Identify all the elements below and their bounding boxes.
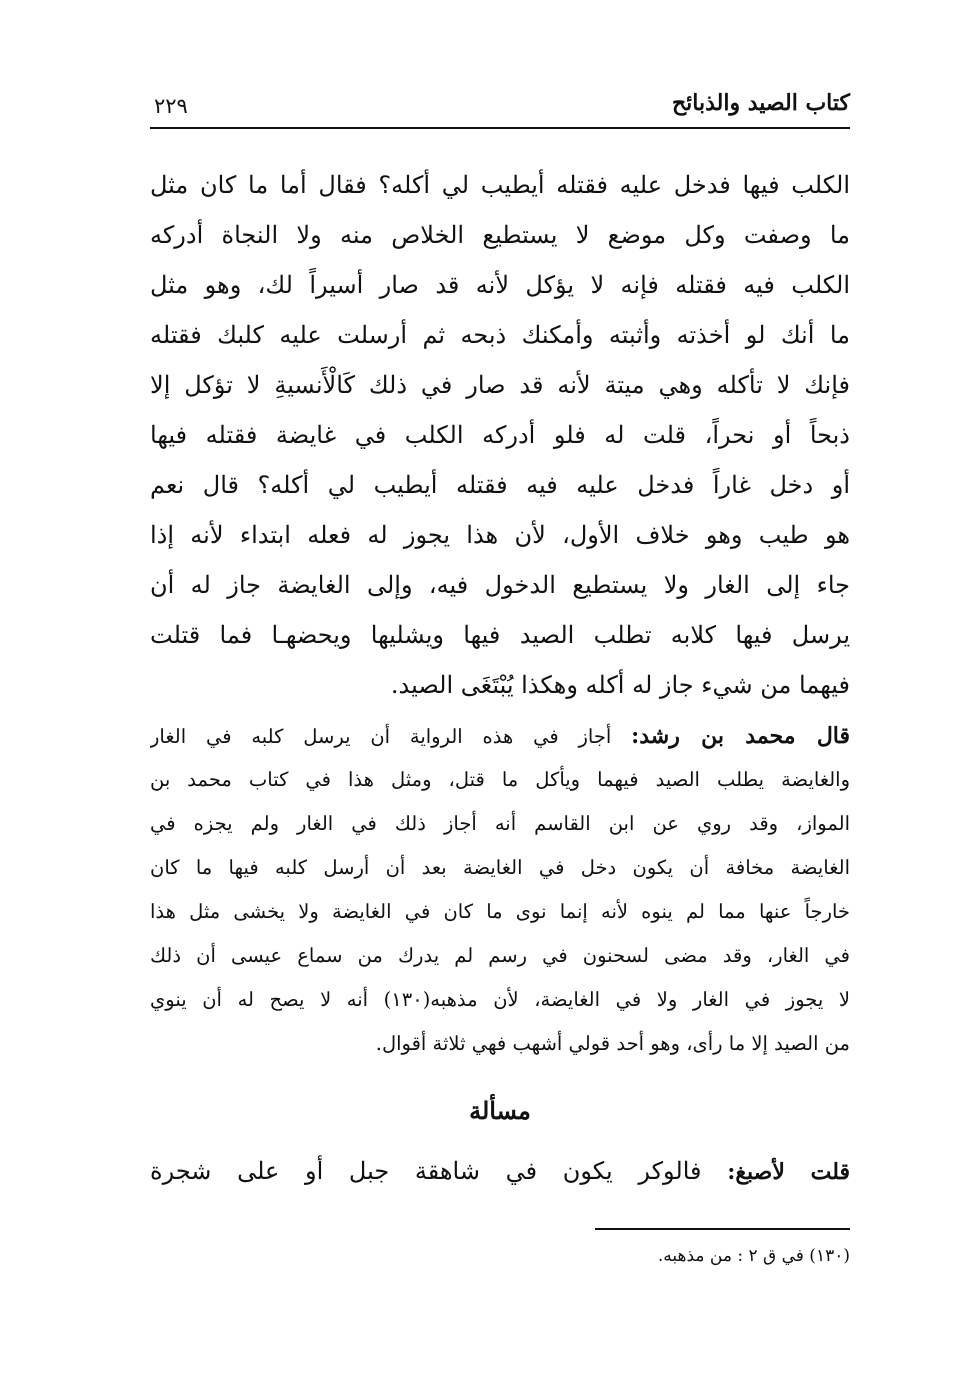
text-line: جاء إلى الغار ولا يستطيع الدخول فيه، وإلى الغايضة جاز له أن xyxy=(150,571,850,599)
section-title: مسألة xyxy=(469,1096,531,1125)
text-line: ذبحاً أو نحراً، قلت له فلو أدركه الكلب في غايضة فقتله فيها xyxy=(150,421,850,449)
question-text: فالوكر يكون في شاهقة جبل أو على شجرة xyxy=(150,1157,702,1185)
text-line: في الغار، وقد مضى لسحنون في رسم لم يدرك من سماع عيسى أن ذلك xyxy=(150,944,850,967)
text-line: ما أنك لو أخذته وأثبته وأمكنك ذبحه ثم أرسلت عليه كلبك فقتله xyxy=(150,321,850,349)
text-line: والغايضة يطلب الصيد فيهما ويأكل ما قتل، ومثل هذا في كتاب محمد بن xyxy=(150,768,850,791)
footnote-rule xyxy=(595,1228,850,1230)
text-line: الكلب فيها فدخل عليه فقتله أيطيب لي أكله؟ فقال أما ما كان مثل xyxy=(150,171,850,199)
text-line: خارجاً عنها مما لم ينوه لأنه إنما نوى ما كان في الغايضة ولا يخشى مثل هذا xyxy=(150,900,850,923)
text-line: الكلب فيه فقتله فإنه لا يؤكل لأنه قد صار أسيراً لك، وهو مثل xyxy=(150,271,850,299)
main-paragraph xyxy=(150,160,850,710)
question-line xyxy=(150,1146,850,1196)
question-paragraph xyxy=(150,1146,850,1196)
commentary-paragraph xyxy=(150,714,850,1066)
text-line: ما وصفت وكل موضع لا يستطيع الخلاص منه ولا النجاة أدركه xyxy=(150,221,850,249)
header-rule xyxy=(150,127,850,129)
text-line: الغايضة مخافة أن يكون دخل في الغايضة بعد أن أرسل كلبه فيها ما كان xyxy=(150,856,850,879)
text-line: فيهما من شيء جاز له أكله وهكذا يُبْتَغَى الصيد. xyxy=(390,671,850,699)
text-line: لا يجوز في الغار ولا في الغايضة، لأن مذهبه(١٣٠) أنه لا يصح له أن ينوي xyxy=(150,988,850,1011)
question-speaker: قلت لأصبغ: xyxy=(727,1159,850,1185)
page-header xyxy=(150,78,850,128)
commentary-first-line-text: أجاز في هذه الرواية أن يرسل كلبه في الغار xyxy=(150,725,612,748)
running-title: كتاب الصيد والذبائح xyxy=(671,90,850,116)
text-line: هو طيب وهو خلاف الأول، لأن هذا يجوز له فعله ابتداء لأنه إذا xyxy=(150,521,850,549)
text-line: فإنك لا تأكله وهي ميتة لأنه قد صار في ذلك كَالْأَنسيةِ لا تؤكل إلا xyxy=(150,371,850,399)
text-line: أو دخل غاراً فدخل عليه فيه فقتله أيطيب لي أكله؟ قال نعم xyxy=(150,471,850,499)
book-page xyxy=(150,78,850,1318)
commentary-first-line xyxy=(150,714,850,758)
text-line: يرسل فيها كلابه تطلب الصيد فيها ويشليها ويحضهـا فما قتلت xyxy=(150,621,850,649)
text-line: من الصيد إلا ما رأى، وهو أحد قولي أشهب فهي ثلاثة أقوال. xyxy=(375,1032,850,1055)
page-number: ٢٢٩ xyxy=(154,94,188,118)
text-line: المواز، وقد روي عن ابن القاسم أنه أجاز ذلك في الغار ولم يجزه في xyxy=(150,812,850,835)
footnote: (١٣٠) في ق ٢ : من مذهبه. xyxy=(657,1246,850,1266)
commentary-speaker: قال محمد بن رشد: xyxy=(631,723,850,749)
